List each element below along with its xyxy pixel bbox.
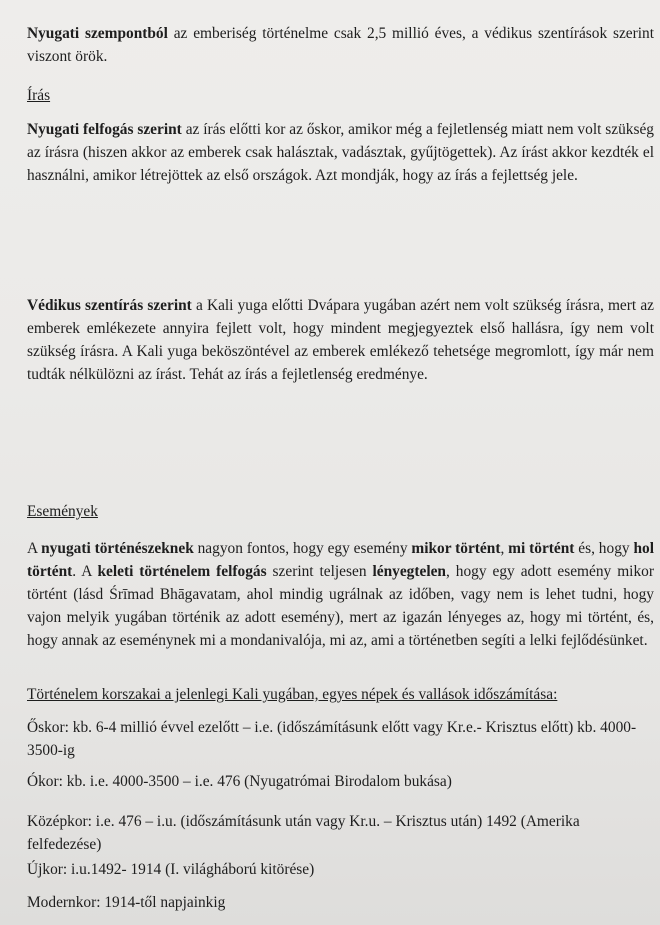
iras-p2-text: a Kali yuga előtti Dvápara yugában azért nem volt szükség írásra, mert az emberek emlékezete annyira fejlett volt, hogy mindent megjegyeztek első hallásra, így nem volt szükség írásra. A Kali yuga beköszöntével az emberek emlékező tehetsége megromlott, így már nem tudták nélkülözni az írást. Tehát az írás a fejletlenség eredménye. <box>27 297 654 383</box>
iras-p1-bold: Nyugati felfogás szerint <box>27 121 182 138</box>
iras-p1-text: az írás előtti kor az őskor, amikor még a fejletlenség miatt nem volt szükség az írásra (hiszen akkor az emberek csak halásztak, vadásztak, gyűjtögettek). Az írást akkor kezdték el használni, amikor létrejöttek az első országok. Azt mondják, hogy az írás a fejlettség jele. <box>27 121 654 184</box>
iras-paragraph-vedic <box>27 294 654 386</box>
iras-p2-bold: Védikus szentírás szerint <box>27 297 192 314</box>
esemenyek-text-3: , <box>500 540 509 557</box>
heading-iras: Írás <box>27 87 51 104</box>
esemenyek-bold-3: mi történt <box>508 540 575 557</box>
esemenyek-bold-1: nyugati történészeknek <box>41 540 194 557</box>
korszak-item-kozepkor: Középkor: i.e. 476 – i.u. (időszámításunk után vagy Kr.u. – Krisztus után) 1492 (Amerika felfedezése) <box>27 813 580 853</box>
esemenyek-text-5: . A <box>72 563 98 580</box>
iras-paragraph-western <box>27 118 654 187</box>
korszak-item-modernkor: Modernkor: 1914-től napjainkig <box>27 894 226 911</box>
esemenyek-paragraph <box>27 537 654 652</box>
esemenyek-text-7: , hogy egy adott esemény mikor történt (lásd Śrīmad Bhāgavatam, ahol mindig ugrálnak az időben, vagy nem is lehet tudni, hogy vajon melyik yugában történik az adott esemény), mert az igazán lényeges az, hogy mi történt, és, hogy annak az eseménynek mi a mondanivalója, mi az, ami a történetben segíti a lelki fejlődésünket. <box>27 563 654 649</box>
esemenyek-bold-6: lényegtelen <box>372 563 446 580</box>
esemenyek-bold-2: mikor történt <box>411 540 501 557</box>
korszak-item-ujkor: Újkor: i.u.1492- 1914 (I. világháború kitörése) <box>27 861 315 878</box>
esemenyek-text-6: szerint teljesen <box>266 563 373 580</box>
heading-esemenyek: Események <box>27 503 98 520</box>
esemenyek-bold-5: keleti történelem felfogás <box>97 563 267 580</box>
esemenyek-bold-4: hol történt <box>27 540 654 580</box>
heading-korszakok: Történelem korszakai a jelenlegi Kali yugában, egyes népek és vallások időszámítása: <box>27 686 558 703</box>
esemenyek-text-4: és, hogy <box>574 540 634 557</box>
korszak-item-oskor: Őskor: kb. 6-4 millió évvel ezelőtt – i.e. (időszámításunk előtt vagy Kr.e.- Krisztus előtt) kb. 4000-3500-ig <box>27 719 637 759</box>
intro-paragraph <box>27 22 654 68</box>
esemenyek-text-2: nagyon fontos, hogy egy esemény <box>193 540 412 557</box>
korszak-item-okor: Ókor: kb. i.e. 4000-3500 – i.e. 476 (Nyugatrómai Birodalom bukása) <box>27 773 452 790</box>
esemenyek-text-1: A <box>27 540 42 557</box>
intro-text: az emberiség történelme csak 2,5 millió éves, a védikus szentírások szerint viszont örök. <box>27 25 655 65</box>
intro-bold-lead: Nyugati szempontból <box>27 25 168 42</box>
